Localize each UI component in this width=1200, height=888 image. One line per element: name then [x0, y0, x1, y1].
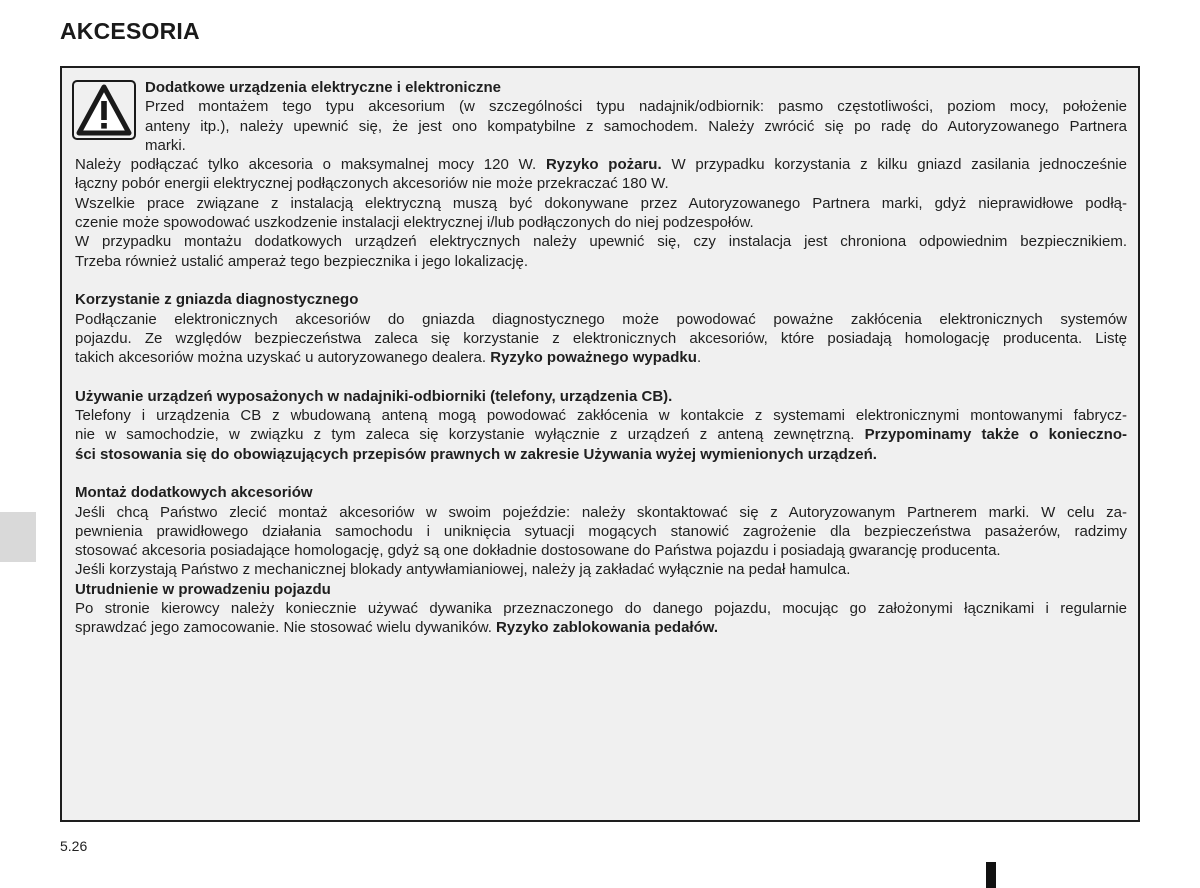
reminder-note: ści stosowania się do obowiązujących przepisów prawnych w zakresie Używania wyżej wymienionych urządzeń.: [75, 445, 877, 463]
section-heading: Montaż dodatkowych akcesoriów: [75, 484, 313, 502]
text-line: pojazdu. Ze względów bezpieczeństwa zaleca się korzystanie z elektronicznych akcesoriów, które posiadają homologację producenta. Listę: [75, 329, 1127, 347]
corner-print-mark: [986, 862, 996, 888]
text-line: Przed montażem tego typu akcesorium (w szczególności typu nadajnik/odbiornik: pasmo częstotliwości, poziom mocy, położenie: [145, 98, 1127, 116]
text-segment: .: [696, 349, 702, 367]
text-line: Podłączanie elektronicznych akcesoriów do gniazda diagnostycznego może powodować poważne zakłócenia elektronicznych systemów: [75, 310, 1127, 328]
page-title: AKCESORIA: [60, 18, 200, 44]
risk-note: Ryzyko pożaru.: [545, 156, 662, 174]
text-segment: sprawdzać jego zamocowanie. Nie stosować wielu dywaników.: [75, 619, 492, 637]
section-heading: Utrudnienie w prowadzeniu pojazdu: [75, 580, 331, 598]
text-line: Trzeba również ustalić amperaż tego bezpiecznika i jego lokalizację.: [75, 252, 529, 270]
section-heading: Używanie urządzeń wyposażonych w nadajniki-odbiorniki (telefony, urządzenia CB).: [75, 387, 673, 405]
section-heading: Dodatkowe urządzenia elektryczne i elektroniczne: [145, 79, 501, 96]
reminder-note: Przypominamy także o konieczno-: [864, 426, 1127, 444]
text-line: pewnienia prawidłowego działania samochodu i uniknięcia sytuacji mogących stanowić zagrożenie dla bezpieczeństwa pasażerów, radzimy: [75, 522, 1127, 540]
text-line: [75, 155, 1127, 174]
risk-note: Ryzyko poważnego wypadku: [490, 349, 697, 367]
risk-note: Ryzyko zablokowania pedałów.: [496, 619, 719, 637]
text-segment: W przypadku korzystania z kilku gniazd zasilania jednocześnie: [671, 156, 1127, 174]
text-line: Jeśli chcą Państwo zlecić montaż akcesoriów w swoim pojeździe: należy skontaktować się z Autoryzowanym Partnerem marki. W celu za-: [75, 503, 1127, 521]
text-line: Jeśli korzystają Państwo z mechanicznej blokady antywłamianiowej, należy ją zakładać wyłącznie na pedał hamulca.: [75, 561, 851, 579]
text-segment: Należy podłączać tylko akcesoria o maksymalnej mocy 120 W.: [75, 156, 537, 174]
text-line: Telefony i urządzenia CB z wbudowaną anteną mogą powodować zakłócenia w kontakcie z systemami elektronicznymi montowanymi fabrycz-: [75, 407, 1127, 425]
text-line: stosować akcesoria posiadające homologację, gdyż są one dokładnie dostosowane do Państwa pojazdu i posiadają gwarancję producenta.: [75, 542, 1001, 560]
warning-box: [60, 66, 1140, 822]
text-segment: nie w samochodzie, w związku z tym zaleca się korzystanie wyłącznie z urządzeń z anteną zewnętrzną.: [75, 426, 855, 444]
text-segment: takich akcesoriów można uzyskać u autoryzowanego dealera.: [75, 349, 487, 367]
text-line: łączny pobór energii elektrycznej podłączonych akcesoriów nie może przekraczać 180 W.: [75, 175, 669, 193]
text-line: W przypadku montażu dodatkowych urządzeń elektrycznych należy upewnić się, czy instalacja jest chroniona odpowiednim bezpiecznikiem.: [75, 233, 1127, 251]
text-line: [75, 425, 1127, 444]
chapter-side-tab: [0, 512, 36, 562]
text-line: [75, 348, 1127, 367]
text-line: Po stronie kierowcy należy koniecznie używać dywanika przeznaczonego do danego pojazdu, mocując go założonymi łącznikami i regularnie: [75, 600, 1127, 618]
page-number: 5.26: [60, 838, 88, 854]
text-line: marki.: [145, 136, 186, 154]
text-line: [75, 445, 1127, 464]
section-heading: Korzystanie z gniazda diagnostycznego: [75, 291, 359, 309]
text-line: czenie może spowodować uszkodzenie instalacji elektrycznej i/lub podłączonych do niej podzespołów.: [75, 214, 754, 232]
text-line: [75, 618, 1127, 637]
text-line: Wszelkie prace związane z instalacją elektryczną muszą być dokonywane przez Autoryzowanego Partnera marki, gdyż nieprawidłowe podłą-: [75, 194, 1127, 212]
warning-content: [75, 78, 1127, 638]
text-line: anteny itp.), należy upewnić się, że jest ono kompatybilne z samochodem. Należy zwrócić się po radę do Autoryzowanego Partnera: [145, 117, 1127, 135]
